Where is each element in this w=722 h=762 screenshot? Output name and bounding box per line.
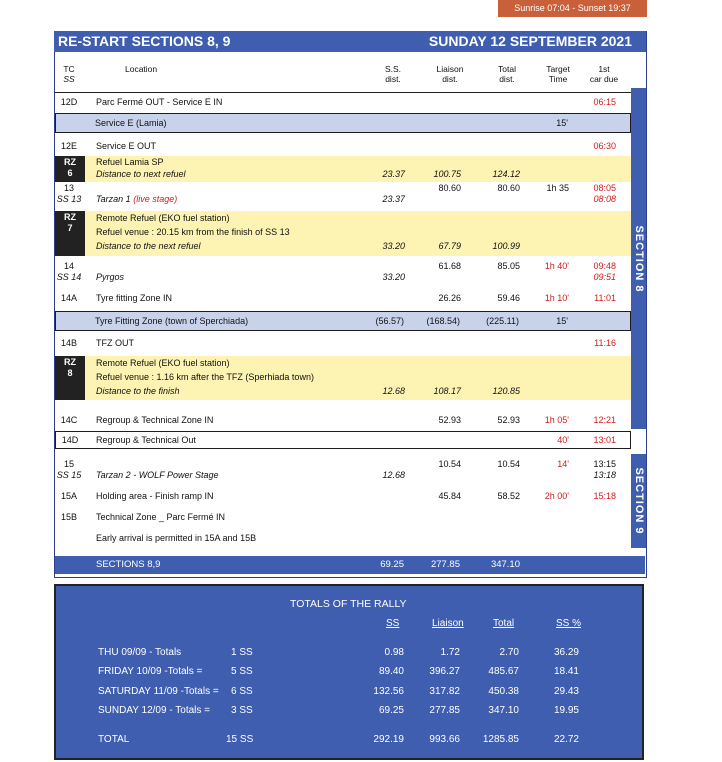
tc-15b: 15B	[60, 512, 77, 522]
location-12e: Service E OUT	[96, 141, 157, 151]
header-target-sub: Time	[548, 74, 568, 84]
target-15a: 2h 00'	[544, 491, 569, 501]
row-15	[55, 458, 631, 484]
target-service-e: 15'	[556, 118, 568, 128]
rz7-location: Remote Refuel (EKO fuel station)	[96, 213, 230, 223]
location-15: Tarzan 2 - WOLF Power Stage	[96, 470, 219, 480]
rz7-total: 100.99	[492, 241, 520, 251]
totals-header-total: Total	[493, 618, 515, 629]
tc-14a: 14A	[60, 293, 77, 303]
totals-ss-count: 6 SS	[231, 686, 253, 697]
liaison-15a: 45.84	[438, 491, 461, 501]
due-15: 13:15	[593, 459, 616, 469]
ss-dist-14: 33.20	[382, 272, 405, 282]
section-8-sidebar	[631, 88, 646, 429]
header-location: Location	[125, 64, 158, 74]
rz7-liaison: 67.79	[438, 241, 461, 251]
rally-totals-panel	[54, 584, 644, 760]
rz8-total: 120.85	[492, 386, 520, 396]
tc-14c: 14C	[60, 415, 78, 425]
header-total: Total	[498, 64, 516, 74]
totals-pct: 36.29	[553, 647, 579, 658]
liaison-14c: 52.93	[438, 415, 461, 425]
page-date: SUNDAY 12 SEPTEMBER 2021	[428, 33, 632, 49]
totals-ss: 0.98	[384, 647, 404, 658]
row-14	[55, 260, 631, 286]
sections-summary-bar	[55, 556, 645, 574]
rz6-badge	[55, 156, 85, 182]
location-14: Pyrgos	[96, 272, 125, 282]
totals-day-label: SATURDAY 11/09 -Totals =	[98, 686, 219, 697]
row-15b	[55, 511, 631, 525]
due-15a: 15:18	[593, 491, 616, 501]
total-14: 85.05	[497, 261, 520, 271]
row-14c	[55, 414, 631, 428]
sections-ss: 69.25	[380, 559, 404, 570]
tc-12d: 12D	[60, 97, 78, 107]
location-14c: Regroup & Technical Zone IN	[96, 415, 214, 425]
target-14c: 1h 05'	[544, 415, 569, 425]
header-due-sub: car due	[589, 74, 619, 84]
location-12d: Parc Fermé OUT - Service E IN	[96, 97, 223, 107]
row-14a	[55, 292, 631, 306]
location-service-e: Service E (Lamia)	[95, 118, 167, 128]
rz7-distance-label: Distance to the next refuel	[96, 241, 201, 251]
location-13: Tarzan 1	[96, 194, 131, 204]
rz8-number: 8	[67, 368, 73, 378]
liaison-tfz: (168.54)	[426, 316, 460, 326]
totals-ss: 132.56	[373, 686, 404, 697]
row-rz7	[55, 211, 631, 256]
location-15a: Holding area - Finish ramp IN	[96, 491, 214, 501]
totals-total: 485.67	[488, 666, 519, 677]
totals-ss: 69.25	[378, 705, 404, 716]
totals-liaison: 396.27	[429, 666, 460, 677]
ss-13: SS 13	[56, 194, 82, 204]
rz8-location: Remote Refuel (EKO fuel station)	[96, 358, 230, 368]
location-15b: Technical Zone _ Parc Fermé IN	[96, 512, 226, 522]
due-14d: 13:01	[593, 435, 616, 445]
target-tfz: 15'	[556, 316, 568, 326]
totals-ss: 89.40	[378, 666, 404, 677]
total-tfz: (225.11)	[486, 316, 519, 326]
totals-total: 450.38	[488, 686, 519, 697]
header-liaison-sub: dist.	[442, 74, 458, 84]
due-13: 08:05	[593, 183, 616, 193]
page-title: RE-START SECTIONS 8, 9	[58, 33, 231, 49]
ss-dist-15: 12.68	[382, 470, 405, 480]
sections-label: SECTIONS 8,9	[96, 559, 161, 570]
row-14b	[55, 337, 631, 351]
row-14d	[55, 431, 631, 449]
row-tyre-fitting-zone	[55, 311, 631, 331]
section-8-label: SECTION 8	[632, 224, 645, 293]
totals-ss-count: 5 SS	[231, 666, 253, 677]
row-rz8	[55, 356, 631, 400]
totals-ss-count: 3 SS	[231, 705, 253, 716]
totals-pct: 29.43	[553, 686, 579, 697]
ss-tfz: (56.57)	[375, 316, 404, 326]
row-service-e	[55, 113, 631, 133]
liaison-15: 10.54	[438, 459, 461, 469]
rz6-label: RZ	[64, 157, 76, 167]
due-ss14: 09:51	[593, 272, 616, 282]
due-ss13: 08:08	[593, 194, 616, 204]
section-9-sidebar	[631, 454, 646, 548]
rz6-distance-label: Distance to next refuel	[96, 169, 186, 179]
location-tfz: Tyre Fitting Zone (town of Sperchiada)	[95, 316, 249, 326]
totals-header-ss-percent: SS %	[556, 618, 582, 629]
ss-dist-13: 23.37	[382, 194, 405, 204]
ss-15: SS 15	[56, 470, 82, 480]
header-liaison: Liaison	[436, 64, 464, 74]
due-14a: 11:01	[594, 293, 616, 303]
totals-liaison: 317.82	[429, 686, 460, 697]
due-14b: 11:16	[594, 338, 616, 348]
page-title-bar	[54, 31, 646, 52]
totals-header-ss: SS	[386, 618, 400, 629]
sections-total: 347.10	[490, 559, 520, 570]
rz8-label: RZ	[64, 357, 76, 367]
total-15a: 58.52	[497, 491, 520, 501]
due-14c: 12:21	[593, 415, 616, 425]
total-15: 10.54	[497, 459, 520, 469]
sections-liaison: 277.85	[430, 559, 460, 570]
header-total-sub: dist.	[499, 74, 515, 84]
target-14: 1h 40'	[544, 261, 569, 271]
totals-grand-total: 1285.85	[482, 734, 519, 745]
target-14d: 40'	[557, 435, 569, 445]
rz6-liaison: 100.75	[433, 169, 461, 179]
tc-15a: 15A	[60, 491, 77, 501]
totals-total: 2.70	[499, 647, 519, 658]
rz8-distance-label: Distance to the finish	[96, 386, 180, 396]
target-15: 14'	[557, 459, 569, 469]
section-9-label: SECTION 9	[632, 467, 645, 535]
header-target: Target	[546, 64, 570, 74]
header-divider	[55, 92, 631, 93]
row-note	[55, 532, 631, 546]
tc-14d: 14D	[61, 435, 79, 445]
location-14d: Regroup & Technical Out	[96, 435, 196, 445]
liaison-13: 80.60	[438, 183, 461, 193]
header-due: 1st	[598, 64, 610, 74]
tc-15: 15	[63, 459, 74, 469]
rz6-number: 6	[67, 168, 73, 178]
totals-pct: 19.95	[553, 705, 579, 716]
tc-12e: 12E	[60, 141, 77, 151]
due-ss15: 13:18	[593, 470, 616, 480]
rz6-location: Refuel Lamia SP	[96, 157, 164, 167]
totals-liaison: 1.72	[440, 647, 460, 658]
liaison-14: 61.68	[438, 261, 461, 271]
due-12e: 06:30	[593, 141, 616, 151]
ss-14: SS 14	[56, 272, 82, 282]
rz8-badge	[55, 356, 85, 400]
target-14a: 1h 10'	[544, 293, 569, 303]
location-14a: Tyre fitting Zone IN	[96, 293, 173, 303]
sunrise-sunset-banner: Sunrise 07:04 - Sunset 19:37	[498, 0, 647, 17]
target-13: 1h 35	[546, 183, 569, 193]
row-15a	[55, 490, 631, 504]
due-12d: 06:15	[593, 97, 616, 107]
total-14c: 52.93	[497, 415, 520, 425]
rz7-venue: Refuel venue : 20.15 km from the finish of SS 13	[96, 227, 290, 237]
rz7-number: 7	[67, 223, 73, 233]
header-ss: SS	[63, 74, 75, 84]
header-tc: TC	[63, 64, 75, 74]
totals-grand-count: 15 SS	[226, 734, 254, 745]
rz6-total: 124.12	[492, 169, 520, 179]
location-14b: TFZ OUT	[96, 338, 134, 348]
rz6-ss: 23.37	[382, 169, 405, 179]
rz8-ss: 12.68	[382, 386, 405, 396]
due-14: 09:48	[593, 261, 616, 271]
totals-grand-ss: 292.19	[373, 734, 404, 745]
totals-total: 347.10	[488, 705, 519, 716]
totals-ss-count: 1 SS	[231, 647, 253, 658]
totals-header-liaison: Liaison	[432, 618, 464, 629]
rz7-label: RZ	[64, 212, 76, 222]
totals-day-label: SUNDAY 12/09 - Totals =	[98, 705, 211, 716]
header-ss-dist: S.S.	[384, 64, 402, 74]
totals-day-label: FRIDAY 10/09 -Totals =	[98, 666, 203, 677]
rz8-liaison: 108.17	[433, 386, 461, 396]
totals-grand-label: TOTAL	[98, 734, 130, 745]
rz7-badge	[55, 211, 85, 256]
early-arrival-note: Early arrival is permitted in 15A and 15B	[96, 533, 257, 543]
live-stage-note: (live stage)	[133, 194, 178, 204]
totals-grand-pct: 22.72	[553, 734, 579, 745]
totals-pct: 18.41	[553, 666, 579, 677]
rz7-ss: 33.20	[382, 241, 405, 251]
totals-liaison: 277.85	[429, 705, 460, 716]
totals-title: TOTALS OF THE RALLY	[290, 598, 407, 610]
total-14a: 59.46	[497, 293, 520, 303]
liaison-14a: 26.26	[438, 293, 461, 303]
header-ss-dist-sub: dist.	[385, 74, 401, 84]
tc-13: 13	[63, 183, 74, 193]
tc-14: 14	[63, 261, 74, 271]
totals-day-label: THU 09/09 - Totals	[98, 647, 182, 658]
row-12d	[55, 96, 631, 110]
tc-14b: 14B	[60, 338, 77, 348]
rz8-venue: Refuel venue : 1.16 km after the TFZ (Sperhiada town)	[96, 372, 314, 382]
row-12e	[55, 139, 631, 153]
total-13: 80.60	[497, 183, 520, 193]
row-rz6	[55, 156, 631, 182]
row-13	[55, 182, 631, 208]
totals-grand-liaison: 993.66	[429, 734, 460, 745]
